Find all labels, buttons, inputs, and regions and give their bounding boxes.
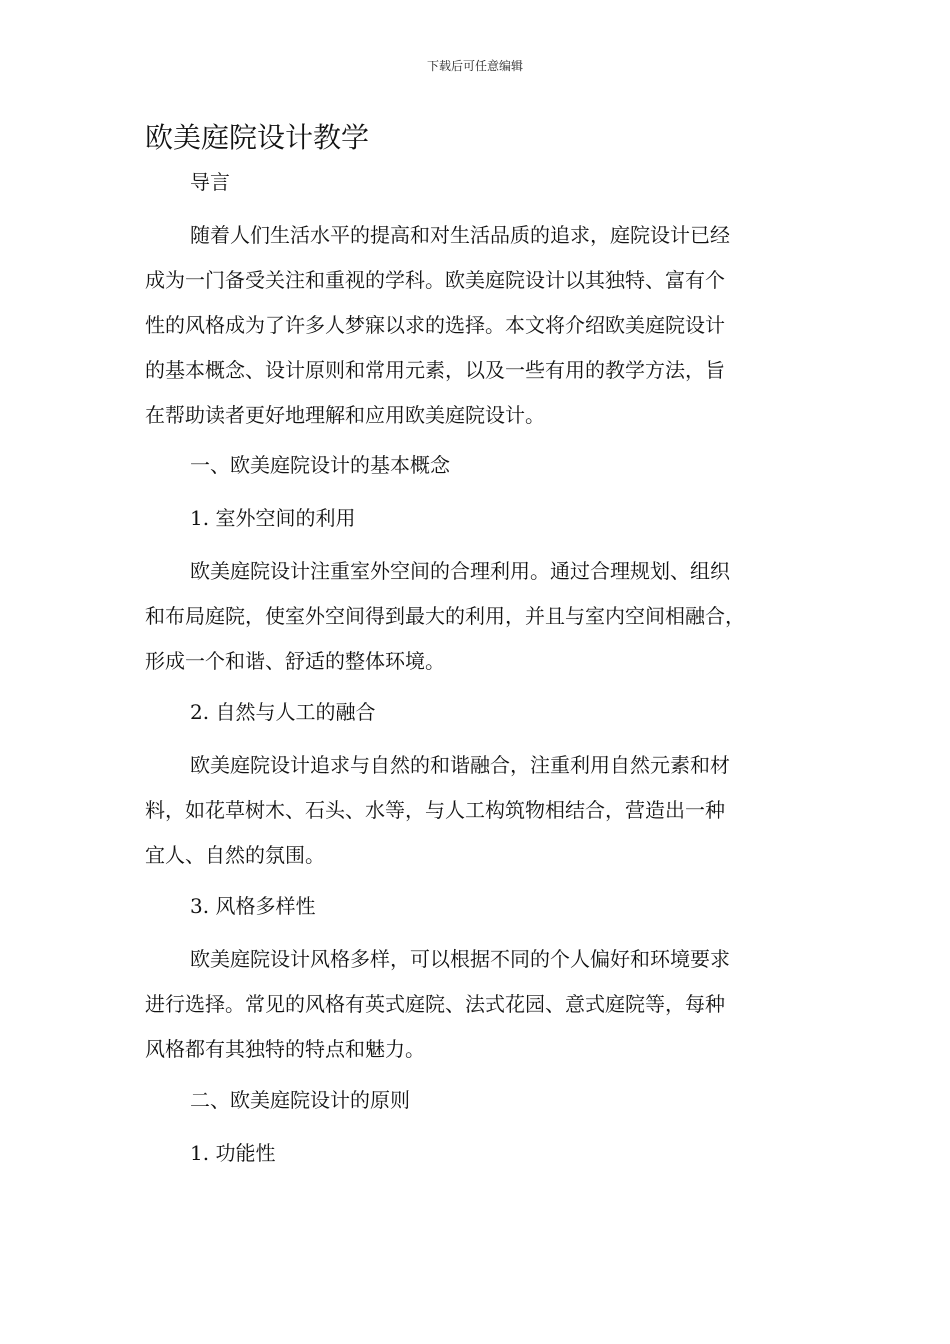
paragraph-line: 随着人们生活水平的提高和对生活品质的追求，庭院设计已经	[190, 223, 730, 247]
paragraph-line: 料，如花草树木、石头、水等，与人工构筑物相结合，营造出一种	[145, 798, 725, 822]
section-heading-2: 二、欧美庭院设计的原则	[190, 1088, 410, 1112]
subsection-heading-1-3: 3. 风格多样性	[190, 894, 316, 918]
paragraph-line: 形成一个和谐、舒适的整体环境。	[145, 649, 445, 673]
paragraph-line: 和布局庭院，使室外空间得到最大的利用，并且与室内空间相融合，	[145, 604, 745, 628]
paragraph-line: 在帮助读者更好地理解和应用欧美庭院设计。	[145, 403, 545, 427]
paragraph-line: 成为一门备受关注和重视的学科。欧美庭院设计以其独特、富有个	[145, 268, 725, 292]
subsection-paragraph-1-1	[145, 549, 805, 684]
header-note: 下载后可任意编辑	[426, 59, 523, 73]
subsection-heading-1-2: 2. 自然与人工的融合	[190, 700, 376, 724]
document-title: 欧美庭院设计教学	[145, 121, 370, 154]
subsection-paragraph-1-3	[145, 937, 805, 1072]
subsection-heading-1-1: 1. 室外空间的利用	[190, 506, 356, 530]
subsection-paragraph-1-2	[145, 743, 805, 878]
paragraph-line: 的基本概念、设计原则和常用元素，以及一些有用的教学方法，旨	[145, 358, 725, 382]
paragraph-line: 欧美庭院设计注重室外空间的合理利用。通过合理规划、组织	[190, 559, 730, 583]
intro-paragraph	[145, 213, 805, 438]
paragraph-line: 宜人、自然的氛围。	[145, 843, 325, 867]
intro-heading: 导言	[190, 170, 230, 194]
paragraph-line: 欧美庭院设计追求与自然的和谐融合，注重利用自然元素和材	[190, 753, 730, 777]
paragraph-line: 进行选择。常见的风格有英式庭院、法式花园、意式庭院等，每种	[145, 992, 725, 1016]
paragraph-line: 风格都有其独特的特点和魅力。	[145, 1037, 425, 1061]
paragraph-line: 欧美庭院设计风格多样，可以根据不同的个人偏好和环境要求	[190, 947, 730, 971]
paragraph-line: 性的风格成为了许多人梦寐以求的选择。本文将介绍欧美庭院设计	[145, 313, 725, 337]
section-heading-1: 一、欧美庭院设计的基本概念	[190, 453, 450, 477]
subsection-heading-2-1: 1. 功能性	[190, 1141, 276, 1165]
